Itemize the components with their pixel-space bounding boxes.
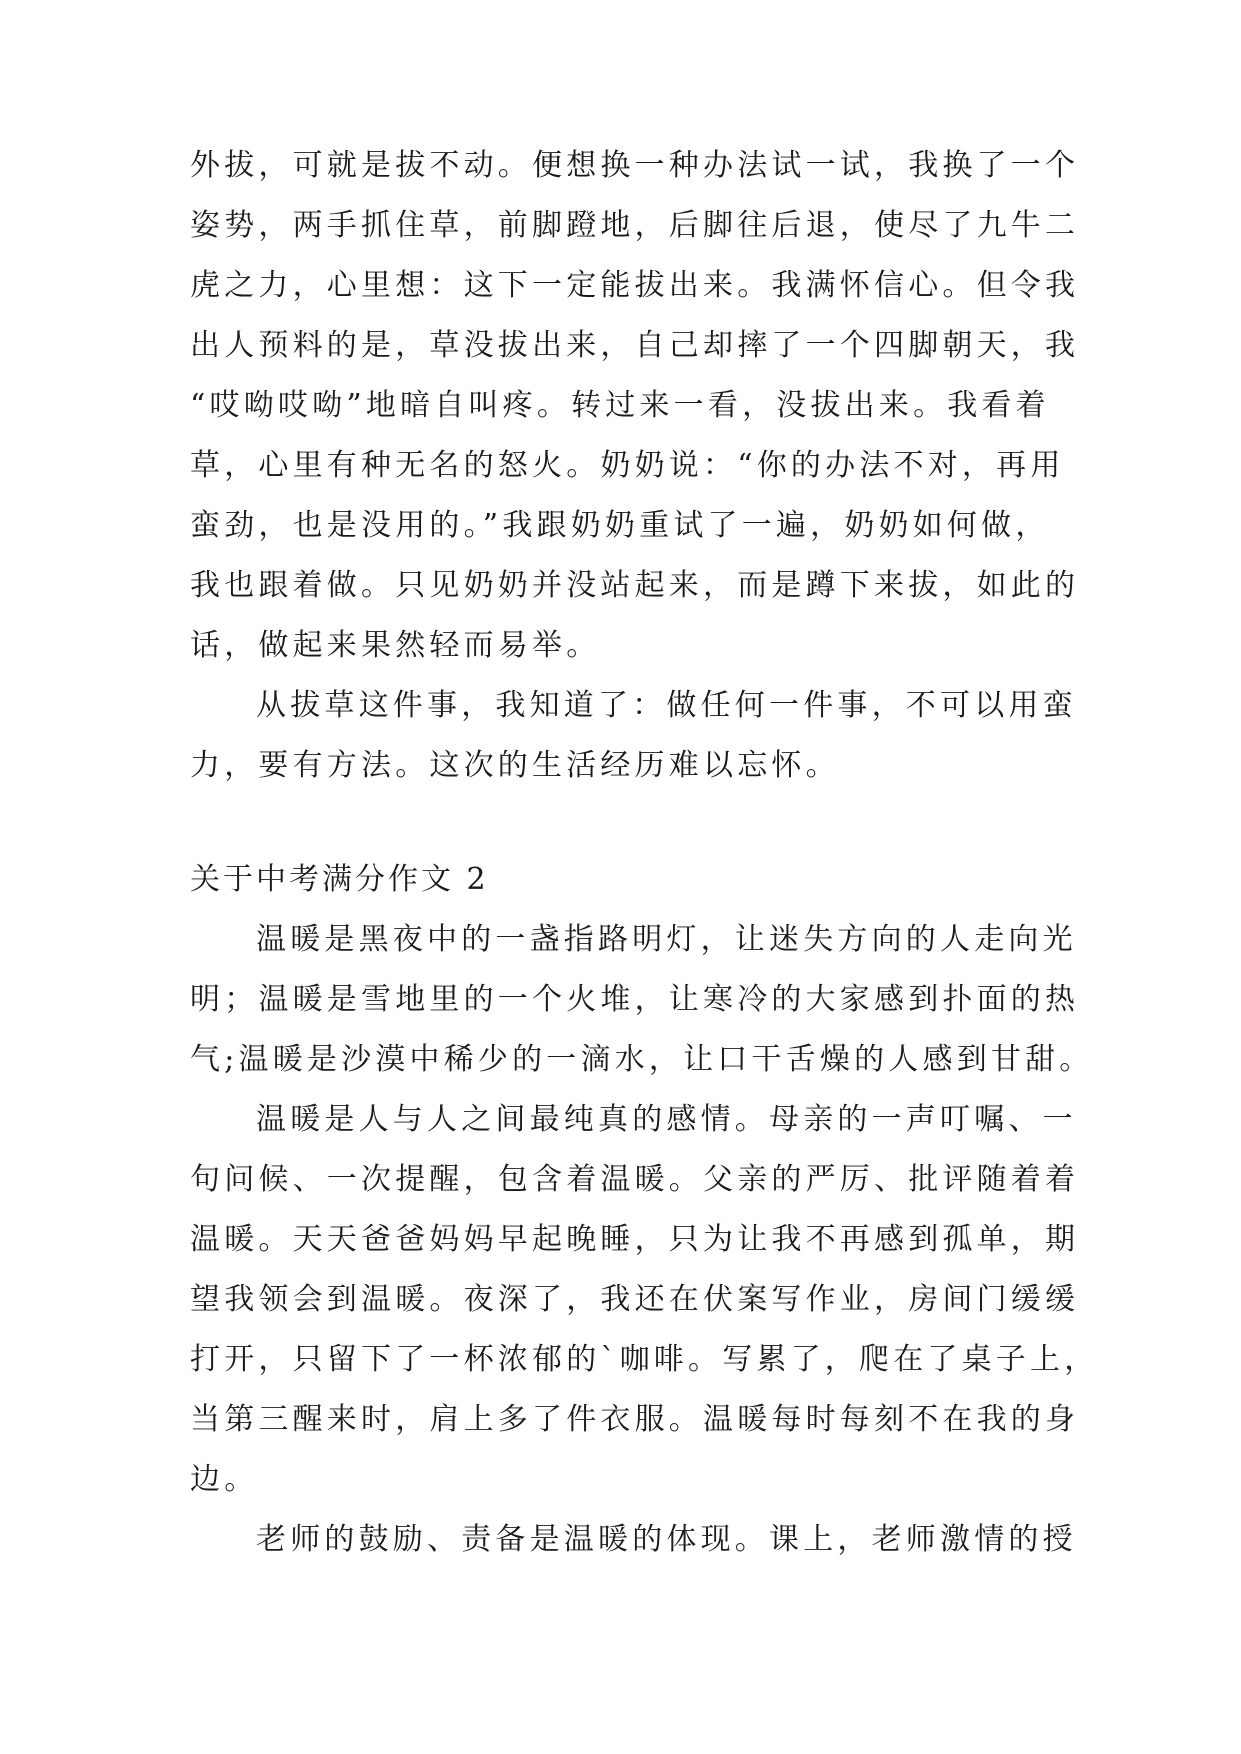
paragraph-line: 温暖是黑夜中的一盏指路明灯，让迷失方向的人走向光: [256, 922, 1077, 957]
paragraph-line: 温暖。天天爸爸妈妈早起晚睡，只为让我不再感到孤单，期: [190, 1222, 1080, 1257]
paragraph-line: “哎呦哎呦”地暗自叫疼。转过来一看，没拔出来。我看着: [190, 388, 1050, 423]
paragraph-line: 草，心里有种无名的怒火。奶奶说：“你的办法不对，再用: [190, 448, 1065, 483]
paragraph-line: 从拔草这件事，我知道了：做任何一件事，不可以用蛮: [256, 688, 1077, 723]
article-2-body: [190, 910, 1099, 1570]
article-2-heading: 关于中考满分作文 2: [190, 862, 489, 897]
paragraph-line: 老师的鼓励、责备是温暖的体现。课上，老师激情的授: [256, 1522, 1077, 1557]
paragraph-line: 话，做起来果然轻而易举。: [190, 628, 601, 663]
paragraph-line: 我也跟着做。只见奶奶并没站起来，而是蹲下来拔，如此的: [190, 568, 1080, 603]
paragraph-line: 温暖是人与人之间最纯真的感情。母亲的一声叮嘱、一: [256, 1102, 1077, 1137]
paragraph-line: 打开，只留下了一杯浓郁的`咖啡。写累了，爬在了桌子上，: [190, 1342, 1099, 1377]
paragraph-line: 外拔，可就是拔不动。便想换一种办法试一试，我换了一个: [190, 148, 1080, 183]
article-1-body: [190, 136, 1080, 796]
paragraph-line: 虎之力，心里想：这下一定能拔出来。我满怀信心。但令我: [190, 268, 1080, 303]
paragraph-line: 当第三醒来时，肩上多了件衣服。温暖每时每刻不在我的身: [190, 1402, 1080, 1437]
paragraph-line: 蛮劲，也是没用的。”我跟奶奶重试了一遍，奶奶如何做，: [190, 508, 1050, 543]
paragraph-line: 边。: [190, 1462, 259, 1497]
paragraph-line: 姿势，两手抓住草，前脚蹬地，后脚往后退，使尽了九牛二: [190, 208, 1080, 243]
paragraph-line: 力，要有方法。这次的生活经历难以忘怀。: [190, 748, 840, 783]
paragraph-line: 明；温暖是雪地里的一个火堆，让寒冷的大家感到扑面的热: [190, 982, 1080, 1017]
paragraph-line: 句问候、一次提醒，包含着温暖。父亲的严厉、批评随着着: [190, 1162, 1080, 1197]
paragraph-line: 气;温暖是沙漠中稀少的一滴水，让口干舌燥的人感到甘甜。: [190, 1042, 1094, 1077]
paragraph-line: 出人预料的是，草没拔出来，自己却摔了一个四脚朝天，我: [190, 328, 1080, 363]
paragraph-line: 望我领会到温暖。夜深了，我还在伏案写作业，房间门缓缓: [190, 1282, 1080, 1317]
